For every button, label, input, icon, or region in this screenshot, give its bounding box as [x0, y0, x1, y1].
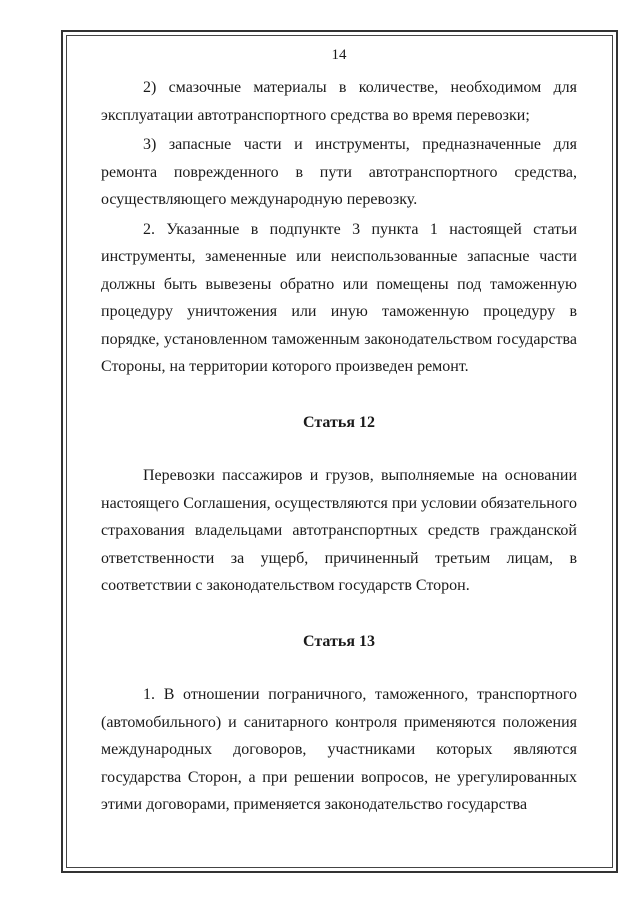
- spacer: [101, 655, 577, 681]
- spacer: [101, 602, 577, 628]
- article-13-text: 1. В отношении пограничного, таможенного, транспортного (автомобильного) и санитарного контроля применяются положения международных договоров, участниками которых являются государства Сторон, а при решении вопросов, не урегулированных этими договорами, применяется законодательство государства: [101, 686, 577, 813]
- article-13-heading: Статья 13: [303, 632, 375, 650]
- article-12-text: Перевозки пассажиров и грузов, выполняемые на основании настоящего Соглашения, осуществляются при условии обязательного страхования владельцами автотранспортных средств гражданской ответственности за ущерб, причиненный третьим лицам, в соответствии с законодательством государств Сторон.: [101, 467, 577, 594]
- paragraph-lubricants: 2) смазочные материалы в количестве, необходимом для эксплуатации автотранспортного средства во время перевозки;: [101, 79, 577, 124]
- document-body: [101, 40, 577, 821]
- paragraph-tools-return: 2. Указанные в подпункте 3 пункта 1 настоящей статьи инструменты, замененные или неиспользованные запасные части должны быть вывезены обратно или помещены под таможенную процедуру уничтожения или иную таможенную процедуру в порядке, установленном таможенным законодательством государства Стороны, на территории которого произведен ремонт.: [101, 220, 577, 375]
- page-number: 14: [331, 47, 347, 63]
- spacer: [101, 383, 577, 409]
- article-12-heading: Статья 12: [303, 413, 375, 431]
- spacer: [101, 436, 577, 462]
- paragraph-spare-parts: 3) запасные части и инструменты, предназначенные для ремонта поврежденного в пути автотранспортного средства, осуществляющего международную перевозку.: [101, 136, 577, 208]
